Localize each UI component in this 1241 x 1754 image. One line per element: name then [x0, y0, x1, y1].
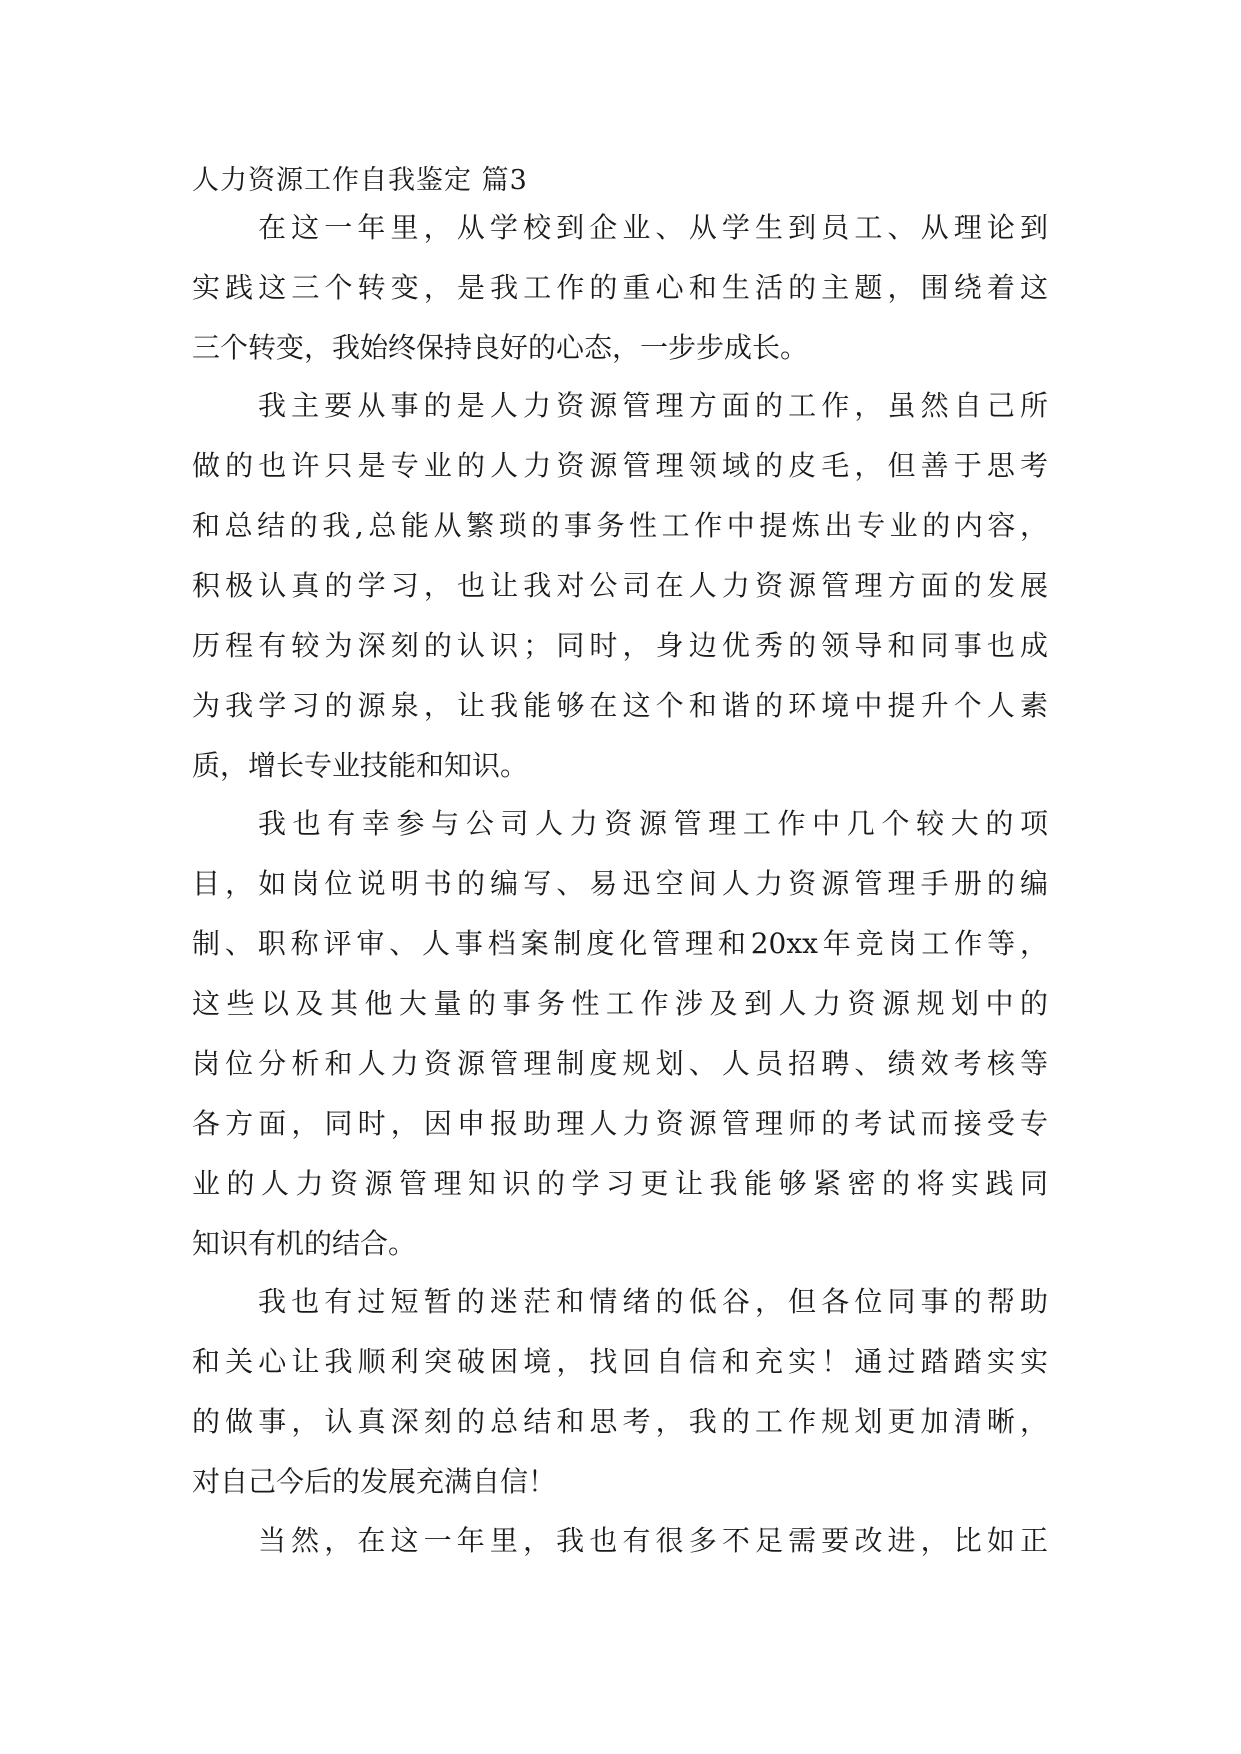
text-line: 做的也许只是专业的人力资源管理领域的皮毛，但善于思考: [192, 449, 1048, 482]
text-line: 对自己今后的发展充满自信！: [192, 1465, 557, 1498]
text-line: 制、职称评审、人事档案制度化管理和20xx年竞岗工作等，: [192, 927, 1048, 960]
paragraph-5: [192, 1511, 1048, 1571]
text-line: 为我学习的源泉，让我能够在这个和谐的环境中提升个人素: [192, 689, 1048, 722]
text-line: 当然，在这一年里，我也有很多不足需要改进，比如正: [258, 1524, 1048, 1557]
paragraph-3: [192, 794, 1048, 1274]
text-line: 各方面，同时，因申报助理人力资源管理师的考试而接受专: [192, 1107, 1048, 1140]
paragraph-1: [192, 198, 1048, 378]
text-line: 历程有较为深刻的认识；同时，身边优秀的领导和同事也成: [192, 629, 1048, 662]
text-line: 我主要从事的是人力资源管理方面的工作，虽然自己所: [258, 389, 1048, 422]
text-line: 和总结的我,总能从繁琐的事务性工作中提炼出专业的内容，: [192, 509, 1048, 542]
paragraph-4: [192, 1272, 1048, 1512]
text-line: 三个转变，我始终保持良好的心态，一步步成长。: [192, 331, 809, 364]
text-line: 质，增长专业技能和知识。: [192, 749, 529, 782]
document-title: 人力资源工作自我鉴定 篇3: [192, 165, 528, 196]
text-line: 业的人力资源管理知识的学习更让我能够紧密的将实践同: [192, 1167, 1048, 1200]
text-line: 实践这三个转变，是我工作的重心和生活的主题，围绕着这: [192, 271, 1048, 304]
text-line: 知识有机的结合。: [192, 1227, 417, 1260]
text-line: 在这一年里，从学校到企业、从学生到员工、从理论到: [258, 211, 1048, 244]
text-line: 的做事，认真深刻的总结和思考，我的工作规划更加清晰，: [192, 1405, 1048, 1438]
text-line: 岗位分析和人力资源管理制度规划、人员招聘、绩效考核等: [192, 1047, 1048, 1080]
text-line: 和关心让我顺利突破困境，找回自信和充实！通过踏踏实实: [192, 1345, 1048, 1378]
text-line: 目，如岗位说明书的编写、易迅空间人力资源管理手册的编: [192, 867, 1048, 900]
text-line: 积极认真的学习，也让我对公司在人力资源管理方面的发展: [192, 569, 1048, 602]
text-line: 这些以及其他大量的事务性工作涉及到人力资源规划中的: [192, 987, 1048, 1020]
text-line: 我也有过短暂的迷茫和情绪的低谷，但各位同事的帮助: [258, 1285, 1048, 1318]
paragraph-2: [192, 376, 1048, 796]
text-line: 我也有幸参与公司人力资源管理工作中几个较大的项: [258, 807, 1048, 840]
